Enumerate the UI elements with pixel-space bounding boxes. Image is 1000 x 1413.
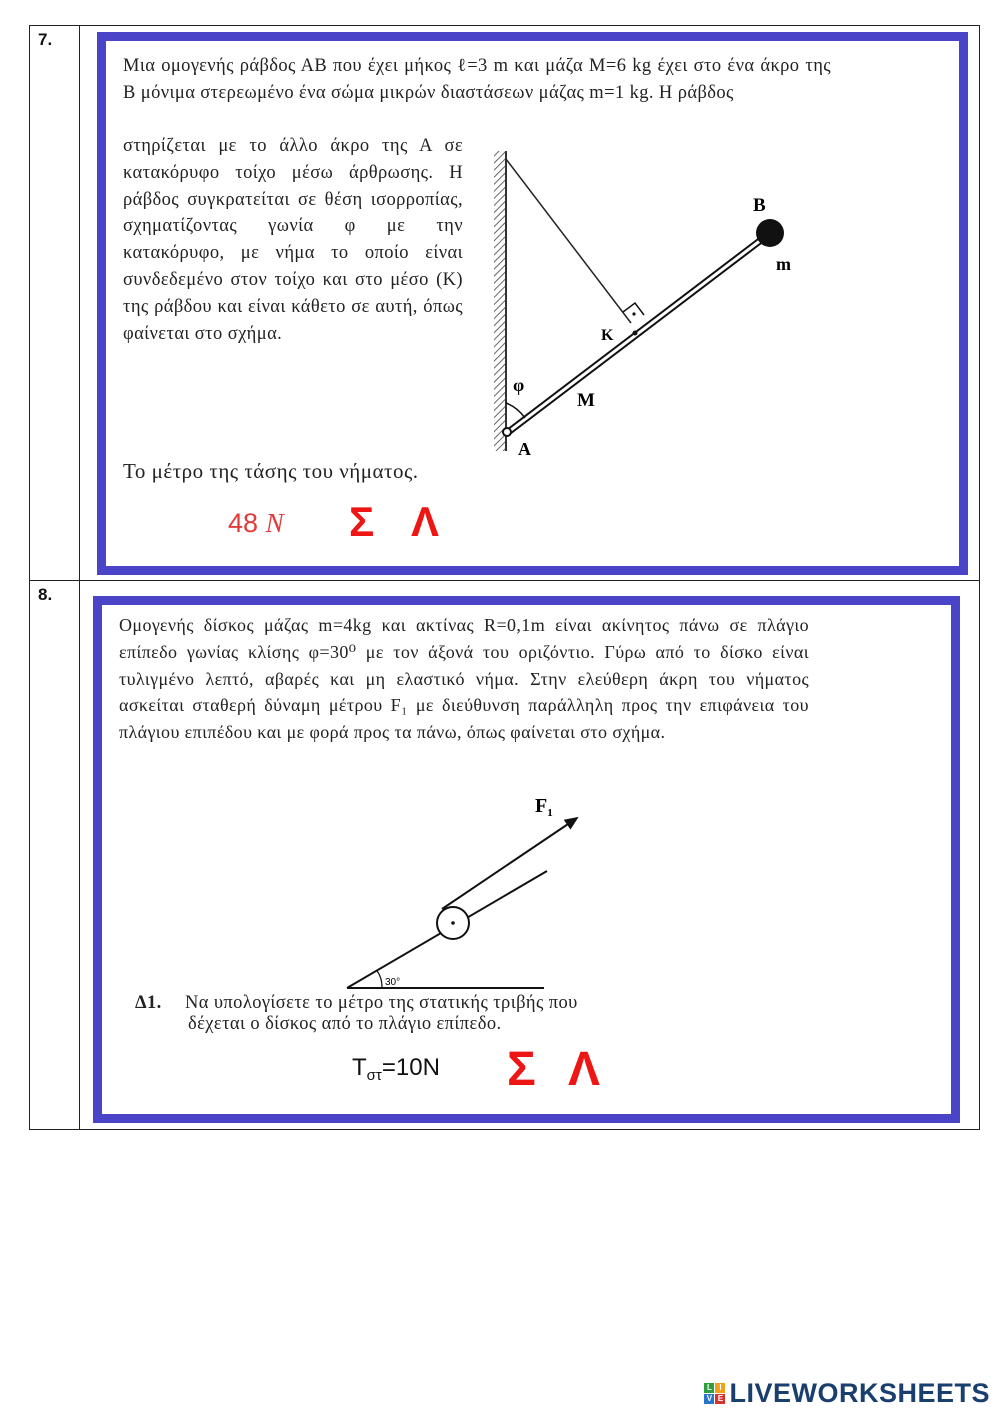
label-B: B [753, 195, 766, 216]
label-phi: φ [513, 375, 525, 395]
problem-text-body: Ομογενής δίσκος μάζας m=4kg και ακτίνας R=0,1m είναι ακίνητος πάνω σε πλάγιο επίπεδο γωνίας κλίσης φ=30⁰ με τον άξονά του οριζόντιο. Γύρω από το δίσκο είναι τυλιγμένο λεπτό, αβαρές και μη ελαστικό νήμα. Στην ελεύθερη άκρη του νήματος ασκείται σταθερή δύναμη μέτρου F₁ με διεύθυνση παράλληλη προς την επιφάνεια του πλάγιου επιπέδου και με φορά προς τα πάνω, όπως φαίνεται στο [119, 615, 809, 743]
force-letter: F [535, 795, 548, 817]
subquestion [135, 993, 578, 1035]
choice-true-button[interactable]: Σ [349, 498, 375, 545]
problem-text-top: Μια ομογενής ράβδος ΑΒ που έχει μήκος ℓ=3 m και μάζα M=6 kg έχει στο ένα άκρο της Β μόνιμα στερεωμένο ένα σώμα μικρών διαστάσεων μάζας m=1 kg. Η ράβδος [123, 56, 831, 103]
label-M: M [577, 390, 595, 411]
logo-icon [704, 1383, 725, 1404]
angle-phi-arc [506, 403, 525, 418]
number-cell [30, 26, 80, 580]
hinge-A [503, 428, 511, 436]
problem-text-left [123, 133, 463, 347]
label-A: A [518, 439, 531, 459]
answer-value [352, 1054, 440, 1082]
answer-T: T [352, 1054, 367, 1081]
logo-tile: I [715, 1383, 725, 1393]
question-frame-8 [93, 596, 960, 1123]
string-line [506, 159, 631, 323]
choice-false-button[interactable]: Λ [411, 498, 440, 545]
problem-text-left-body: στηρίζεται με το άλλο άκρο της Α σε κατακόρυφο τοίχο μέσω άρθρωσης. Η ράβδος συγκρατείται σε θέση ισορροπίας, σχηματίζοντας γωνία φ με την κατακόρυφο, με νήμα το οποίο είναι συνδεδεμένο στον τοίχο και στο μέσο (Κ) της ράβδου και είναι κάθετο σε αυτή, όπως [123, 136, 463, 317]
worksheet-table [29, 25, 980, 1130]
force-subscript: 1 [547, 807, 553, 819]
question-text: Το μέτρο της τάσης του νήματος. [123, 459, 419, 483]
point-K [633, 331, 638, 336]
subquestion-label: Δ1. [135, 993, 162, 1013]
mass-m-ball [756, 219, 784, 247]
force-label [535, 795, 553, 819]
right-angle-dot [632, 312, 635, 315]
subquestion-text-2: δέχεται ο δίσκος από το πλάγιο επίπεδο. [188, 1014, 502, 1034]
liveworksheets-footer [704, 1378, 990, 1409]
subquestion-text-1: Να υπολογίσετε το μέτρο της στατικής τριβής που [185, 993, 578, 1013]
question-frame-7 [97, 32, 968, 575]
choice-false-button[interactable]: Λ [568, 1043, 601, 1096]
incline-disk-diagram [342, 795, 592, 995]
label-m: m [776, 254, 791, 274]
subquestion-line-1 [135, 993, 578, 1014]
disk-center [451, 921, 455, 925]
wall [494, 151, 506, 451]
label-K: K [601, 327, 614, 344]
problem-text-left-last: φαίνεται στο σχήμα. [123, 323, 283, 344]
brand-name: LIVEWORKSHEETS [729, 1378, 990, 1408]
angle-label: 30° [385, 977, 401, 988]
question-number: 7. [38, 30, 53, 49]
logo-tile: V [704, 1394, 714, 1404]
problem-text [119, 612, 809, 746]
question-number: 8. [38, 585, 53, 604]
rod-wall-diagram [481, 133, 811, 463]
answer-unit: N [265, 508, 284, 538]
problem-text-last: σχήμα. [612, 722, 666, 743]
question-row-8 [29, 580, 980, 1130]
answer-number: 48 [228, 508, 259, 538]
answer-value [228, 508, 284, 539]
question-row-7 [29, 25, 980, 581]
logo-tile: L [704, 1383, 714, 1393]
answer-rest: =10N [381, 1054, 440, 1081]
string-upper [442, 818, 577, 909]
angle-arc [377, 971, 382, 988]
answer-subscript: στ [366, 1067, 382, 1084]
choice-true-button[interactable]: Σ [507, 1043, 536, 1096]
number-cell [30, 581, 80, 1129]
logo-tile: E [715, 1394, 725, 1404]
rod-fill [507, 240, 761, 433]
